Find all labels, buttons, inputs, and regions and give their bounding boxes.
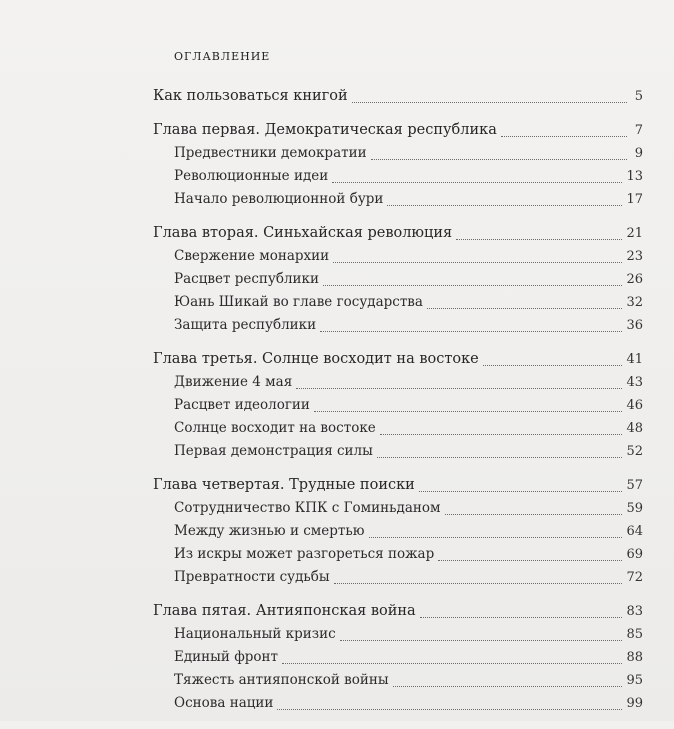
toc-chapter-label: Глава третья. Солнце восходит на востоке	[153, 351, 479, 367]
toc-page-number: 17	[626, 192, 643, 207]
dot-leader	[323, 284, 622, 286]
toc-page-number: 21	[626, 226, 643, 241]
toc-section-label: Единый фронт	[174, 649, 278, 665]
dot-leader	[387, 204, 622, 206]
toc-section-entry	[153, 294, 643, 317]
toc-section-entry	[153, 649, 643, 672]
toc-section-label: Из искры может разгореться пожар	[174, 546, 435, 562]
toc-chapter-label: Глава первая. Демократическая республика	[153, 122, 497, 138]
toc-section-label: Превратности судьбы	[174, 569, 330, 585]
toc-section-label: Первая демонстрация силы	[174, 443, 373, 459]
toc-section-entry	[153, 248, 643, 271]
toc-page-number: 88	[626, 650, 643, 665]
toc-page-number: 46	[626, 398, 643, 413]
toc-page-number: 23	[626, 249, 643, 264]
toc-chapter-label: Глава пятая. Антияпонская война	[153, 603, 416, 619]
toc-section-entry	[153, 420, 643, 443]
toc-section-entry	[153, 397, 643, 420]
dot-leader	[501, 135, 627, 137]
dot-leader	[419, 490, 623, 492]
toc-section-entry	[153, 546, 643, 569]
toc-section-entry	[153, 500, 643, 523]
toc-chapter-entry	[153, 225, 643, 248]
toc-section-entry	[153, 168, 643, 191]
toc-section-label: Тяжесть антияпонской войны	[174, 672, 389, 688]
toc-section-label: Солнце восходит на востоке	[174, 420, 376, 436]
toc-section-entry	[153, 374, 643, 397]
toc-page-number: 52	[626, 444, 643, 459]
toc-section-label: Движение 4 мая	[174, 374, 293, 390]
toc-section-label: Предвестники демократии	[174, 145, 367, 161]
toc-section-entry	[153, 271, 643, 294]
toc-page-number: 26	[626, 272, 643, 287]
toc-page-number: 85	[626, 627, 643, 642]
toc-page-number: 83	[626, 604, 643, 619]
dot-leader	[456, 238, 622, 240]
toc-section-entry	[153, 145, 643, 168]
toc-page-number: 99	[626, 696, 643, 711]
toc-section-entry	[153, 695, 643, 718]
toc-page-number: 64	[626, 524, 643, 539]
chapter-group-1	[153, 122, 643, 214]
toc-chapter-entry	[153, 603, 643, 626]
toc-page-number: 95	[626, 673, 643, 688]
toc-intro-group	[153, 88, 643, 111]
toc-page-number: 13	[626, 169, 643, 184]
toc-page-number: 72	[626, 570, 643, 585]
toc-section-entry	[153, 443, 643, 466]
toc-section-entry	[153, 191, 643, 214]
toc-page-number: 7	[634, 123, 643, 138]
toc-page-number: 48	[626, 421, 643, 436]
toc-page-number: 36	[626, 318, 643, 333]
toc-section-entry	[153, 569, 643, 592]
toc-page-number: 69	[626, 547, 643, 562]
toc-chapter-entry	[153, 122, 643, 145]
dot-leader	[333, 261, 622, 263]
toc-section-label: Юань Шикай во главе государства	[174, 294, 423, 310]
chapter-group-2	[153, 225, 643, 340]
dot-leader	[427, 307, 622, 309]
toc-page-number: 32	[626, 295, 643, 310]
toc-page-number: 5	[634, 89, 643, 104]
toc-section-entry	[153, 672, 643, 695]
chapter-group-3	[153, 351, 643, 466]
toc-section-entry	[153, 523, 643, 546]
toc-section-label: Расцвет республики	[174, 271, 319, 287]
toc-page-number: 43	[626, 375, 643, 390]
dot-leader	[332, 181, 622, 183]
dot-leader	[371, 158, 627, 160]
toc-entry-intro	[153, 88, 643, 111]
toc-section-label: Сотрудничество КПК с Гоминьданом	[174, 500, 441, 516]
dot-leader	[314, 410, 623, 412]
dot-leader	[393, 685, 623, 687]
toc-page-number: 57	[626, 478, 643, 493]
dot-leader	[377, 456, 623, 458]
toc-chapter-label: Глава вторая. Синьхайская революция	[153, 225, 453, 241]
chapter-group-5	[153, 603, 643, 718]
toc-section-entry	[153, 626, 643, 649]
dot-leader	[296, 387, 622, 389]
toc-section-label: Национальный кризис	[174, 626, 336, 642]
dot-leader	[445, 513, 623, 515]
dot-leader	[369, 536, 623, 538]
toc-heading: оглавление	[174, 46, 271, 64]
toc-chapter-entry	[153, 351, 643, 374]
table-of-contents	[153, 88, 643, 729]
dot-leader	[380, 433, 623, 435]
toc-section-label: Расцвет идеологии	[174, 397, 310, 413]
toc-section-label: Начало революционной бури	[174, 191, 384, 207]
dot-leader	[438, 559, 622, 561]
toc-chapter-entry	[153, 477, 643, 500]
dot-leader	[352, 101, 627, 103]
chapter-group-4	[153, 477, 643, 592]
toc-page-number: 9	[634, 146, 643, 161]
dot-leader	[334, 582, 623, 584]
toc-section-label: Основа нации	[174, 695, 274, 711]
dot-leader	[277, 708, 622, 710]
toc-section-entry	[153, 317, 643, 340]
dot-leader	[340, 639, 623, 641]
dot-leader	[483, 364, 623, 366]
toc-entry-label: Как пользоваться книгой	[153, 88, 348, 104]
toc-section-label: Между жизнью и смертью	[174, 523, 365, 539]
toc-section-label: Защита республики	[174, 317, 317, 333]
toc-section-label: Революционные идеи	[174, 168, 329, 184]
dot-leader	[282, 662, 622, 664]
toc-page-number: 59	[626, 501, 643, 516]
toc-page-number: 41	[626, 352, 643, 367]
toc-section-label: Свержение монархии	[174, 248, 330, 264]
toc-chapter-label: Глава четвертая. Трудные поиски	[153, 477, 415, 493]
dot-leader	[320, 330, 622, 332]
dot-leader	[420, 616, 623, 618]
